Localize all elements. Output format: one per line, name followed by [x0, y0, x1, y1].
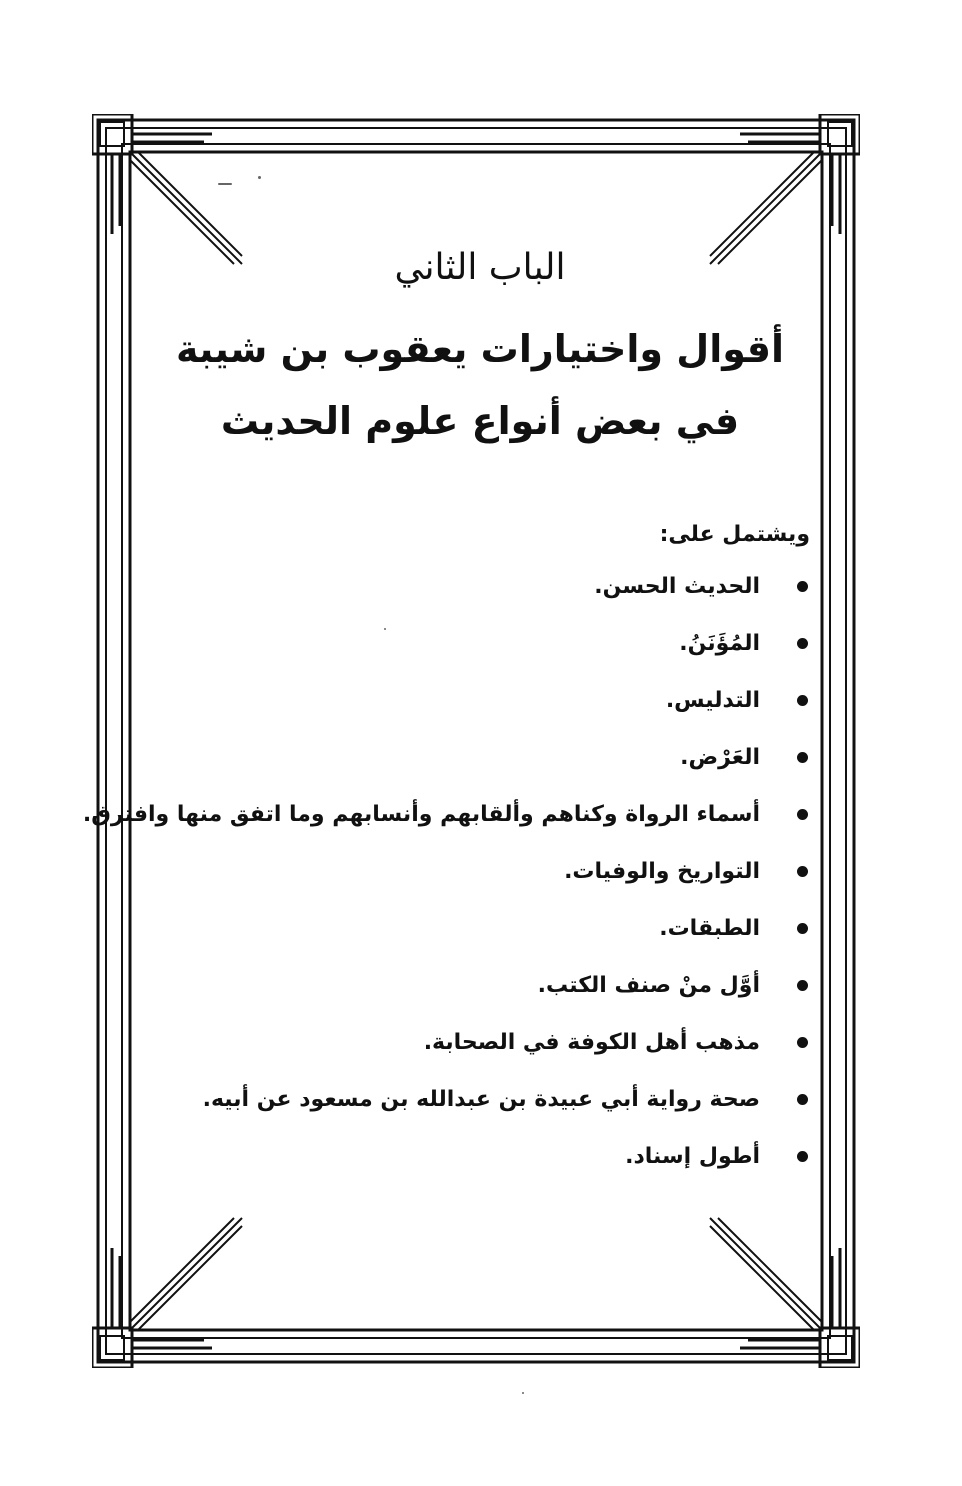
list-item [150, 629, 810, 686]
list-item-text: أطول إسناد. [625, 1144, 760, 1169]
list-item-text: أوَّل منْ صنف الكتب. [537, 973, 760, 998]
list-item [150, 686, 810, 743]
list-item-text: صحة رواية أبي عبيدة بن عبدالله بن مسعود عن أبيه. [202, 1087, 760, 1112]
bullet-icon [797, 638, 808, 649]
list-item-text: مذهب أهل الكوفة في الصحابة. [423, 1030, 760, 1055]
bullet-icon [797, 581, 808, 592]
bullet-icon [797, 1151, 808, 1162]
chapter-heading: الباب الثاني [394, 247, 566, 288]
bullet-icon [797, 1037, 808, 1048]
list-item-text: أسماء الرواة وكناهم وألقابهم وأنسابهم وما اتفق منها وافترق. [82, 802, 760, 827]
scan-speck [218, 183, 232, 185]
contents-intro: ويشتمل على: [659, 522, 810, 547]
bullet-icon [797, 809, 808, 820]
list-item [150, 914, 810, 971]
list-item-text: التواريخ والوفيات. [564, 859, 760, 884]
list-item [150, 857, 810, 914]
scan-speck [522, 1392, 524, 1394]
list-item [150, 743, 810, 800]
list-item-text: العَرْض. [680, 745, 760, 770]
list-item-text: الطبقات. [659, 916, 760, 941]
chapter-title-line-2: في بعض أنواع علوم الحديث [220, 399, 740, 443]
scan-speck [384, 628, 386, 630]
list-item [82, 800, 810, 857]
bullet-icon [797, 980, 808, 991]
bullet-icon [797, 752, 808, 763]
bullet-icon [797, 923, 808, 934]
list-item [150, 1142, 810, 1199]
list-item [150, 971, 810, 1028]
list-item-text: المُؤَنَنُ. [679, 631, 760, 656]
list-item-text: الحديث الحسن. [594, 574, 760, 599]
chapter-page-content [82, 220, 810, 1169]
bullet-icon [797, 1094, 808, 1105]
topic-list [82, 572, 810, 1199]
bullet-icon [797, 866, 808, 877]
scan-speck [258, 176, 261, 179]
list-item [150, 1085, 810, 1142]
list-item [150, 1028, 810, 1085]
list-item-text: التدليس. [665, 688, 760, 713]
bullet-icon [797, 695, 808, 706]
list-item [150, 572, 810, 629]
chapter-title-line-1: أقوال واختيارات يعقوب بن شيبة [175, 327, 785, 371]
